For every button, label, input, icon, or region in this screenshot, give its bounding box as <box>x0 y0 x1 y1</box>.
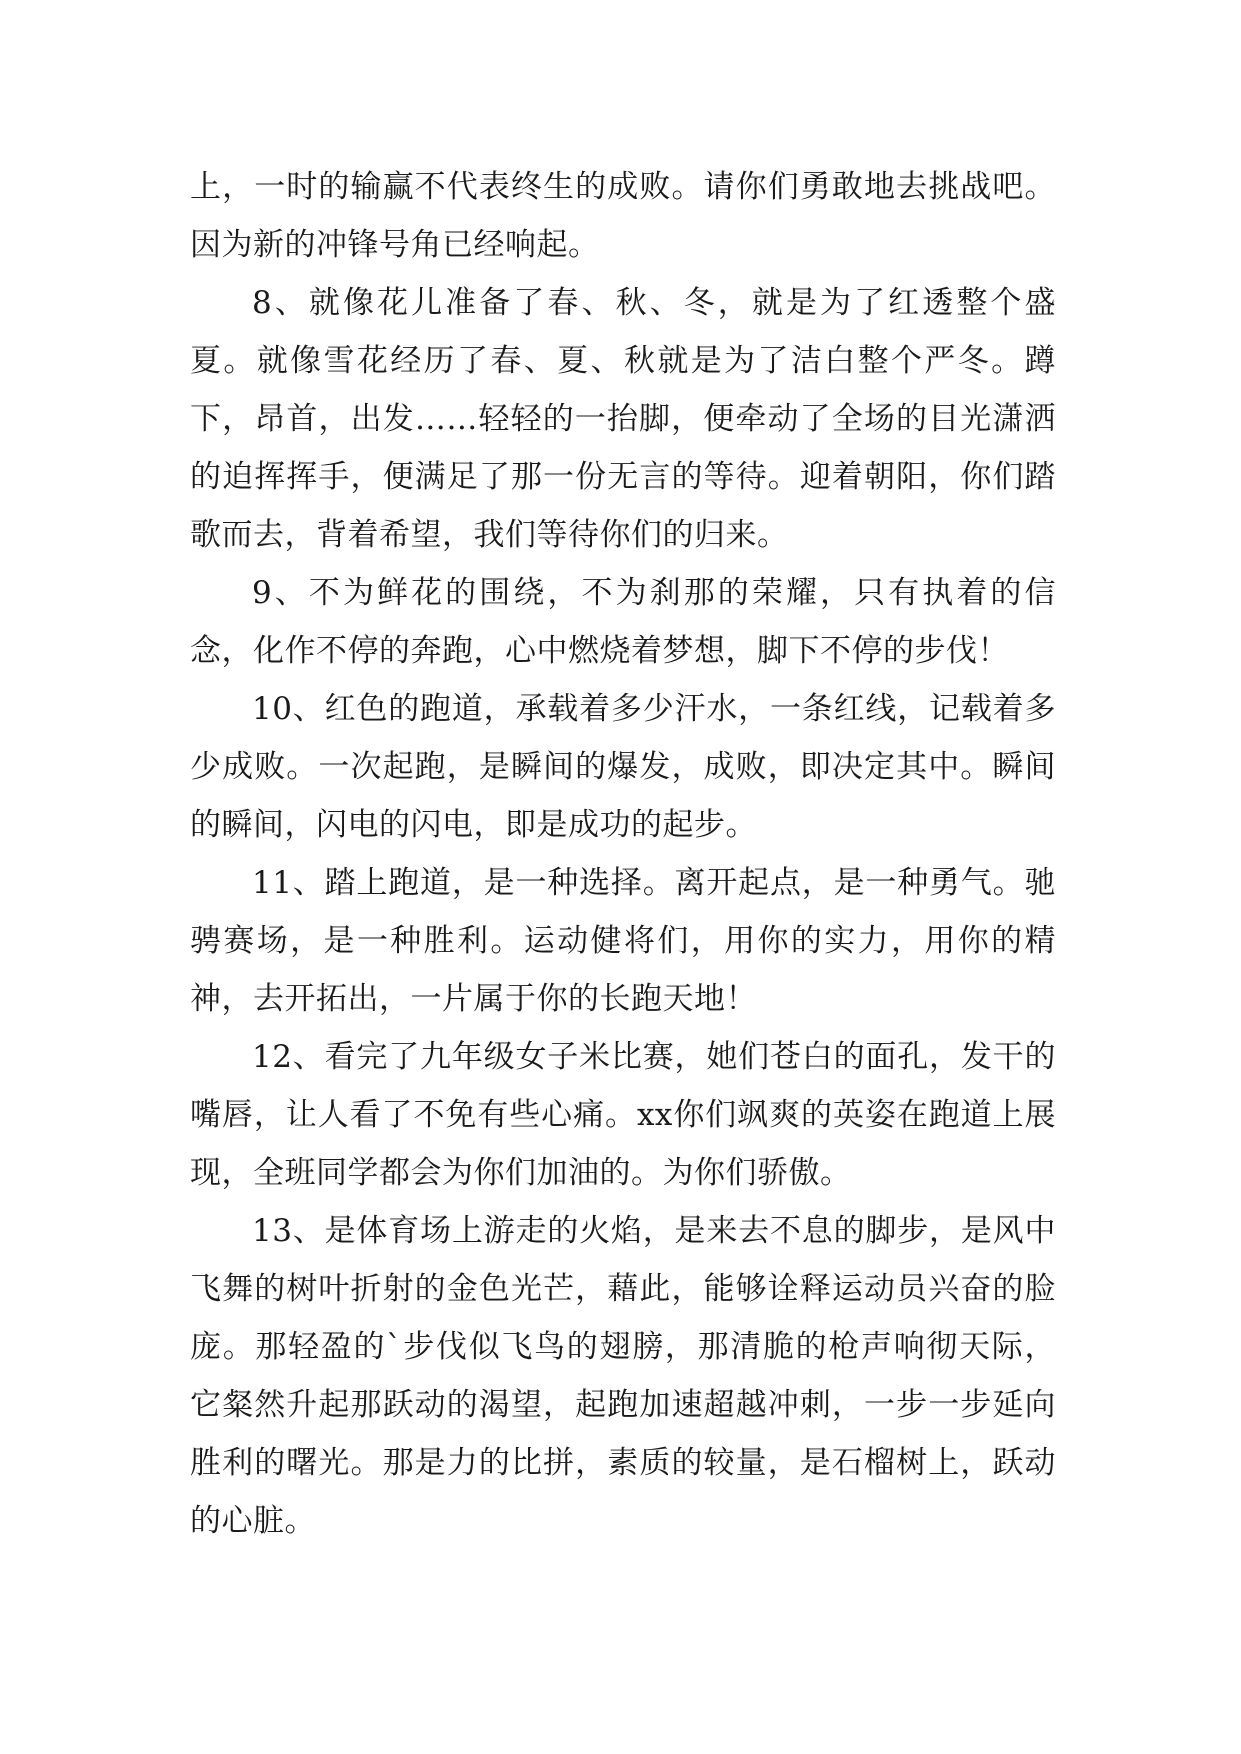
paragraph-item-8: 8、就像花儿准备了春、秋、冬，就是为了红透整个盛夏。就像雪花经历了春、夏、秋就是为了洁白整个严冬。蹲下，昂首，出发……轻轻的一抬脚，便牵动了全场的目光潇洒的迫挥挥手，便满足了那一份无言的等待。迎着朝阳，你们踏歌而去，背着希望，我们等待你们的归来。 <box>190 285 1056 553</box>
paragraph-item-9: 9、不为鲜花的围绕，不为刹那的荣耀，只有执着的信念，化作不停的奔跑，心中燃烧着梦想，脚下不停的步伐！ <box>190 575 1056 669</box>
paragraph-item-11: 11、踏上跑道，是一种选择。离开起点，是一种勇气。驰骋赛场，是一种胜利。运动健将们，用你的实力，用你的精神，去开拓出，一片属于你的长跑天地！ <box>190 865 1056 1017</box>
paragraph-item-13: 13、是体育场上游走的火焰，是来去不息的脚步，是风中飞舞的树叶折射的金色光芒，藉此，能够诠释运动员兴奋的脸庞。那轻盈的`步伐似飞鸟的翅膀，那清脆的枪声响彻天际，它粲然升起那跃动的渴望，起跑加速超越冲刺，一步一步延向胜利的曙光。那是力的比拼，素质的较量，是石榴树上，跃动的心脏。 <box>190 1213 1056 1539</box>
document-body <box>190 158 1056 1550</box>
paragraph-continuation: 上，一时的输赢不代表终生的成败。请你们勇敢地去挑战吧。因为新的冲锋号角已经响起。 <box>190 169 1056 263</box>
paragraph-item-10: 10、红色的跑道，承载着多少汗水，一条红线，记载着多少成败。一次起跑，是瞬间的爆发，成败，即决定其中。瞬间的瞬间，闪电的闪电，即是成功的起步。 <box>190 691 1056 843</box>
paragraph-item-12: 12、看完了九年级女子米比赛，她们苍白的面孔，发干的嘴唇，让人看了不免有些心痛。xx你们飒爽的英姿在跑道上展现，全班同学都会为你们加油的。为你们骄傲。 <box>190 1039 1056 1191</box>
